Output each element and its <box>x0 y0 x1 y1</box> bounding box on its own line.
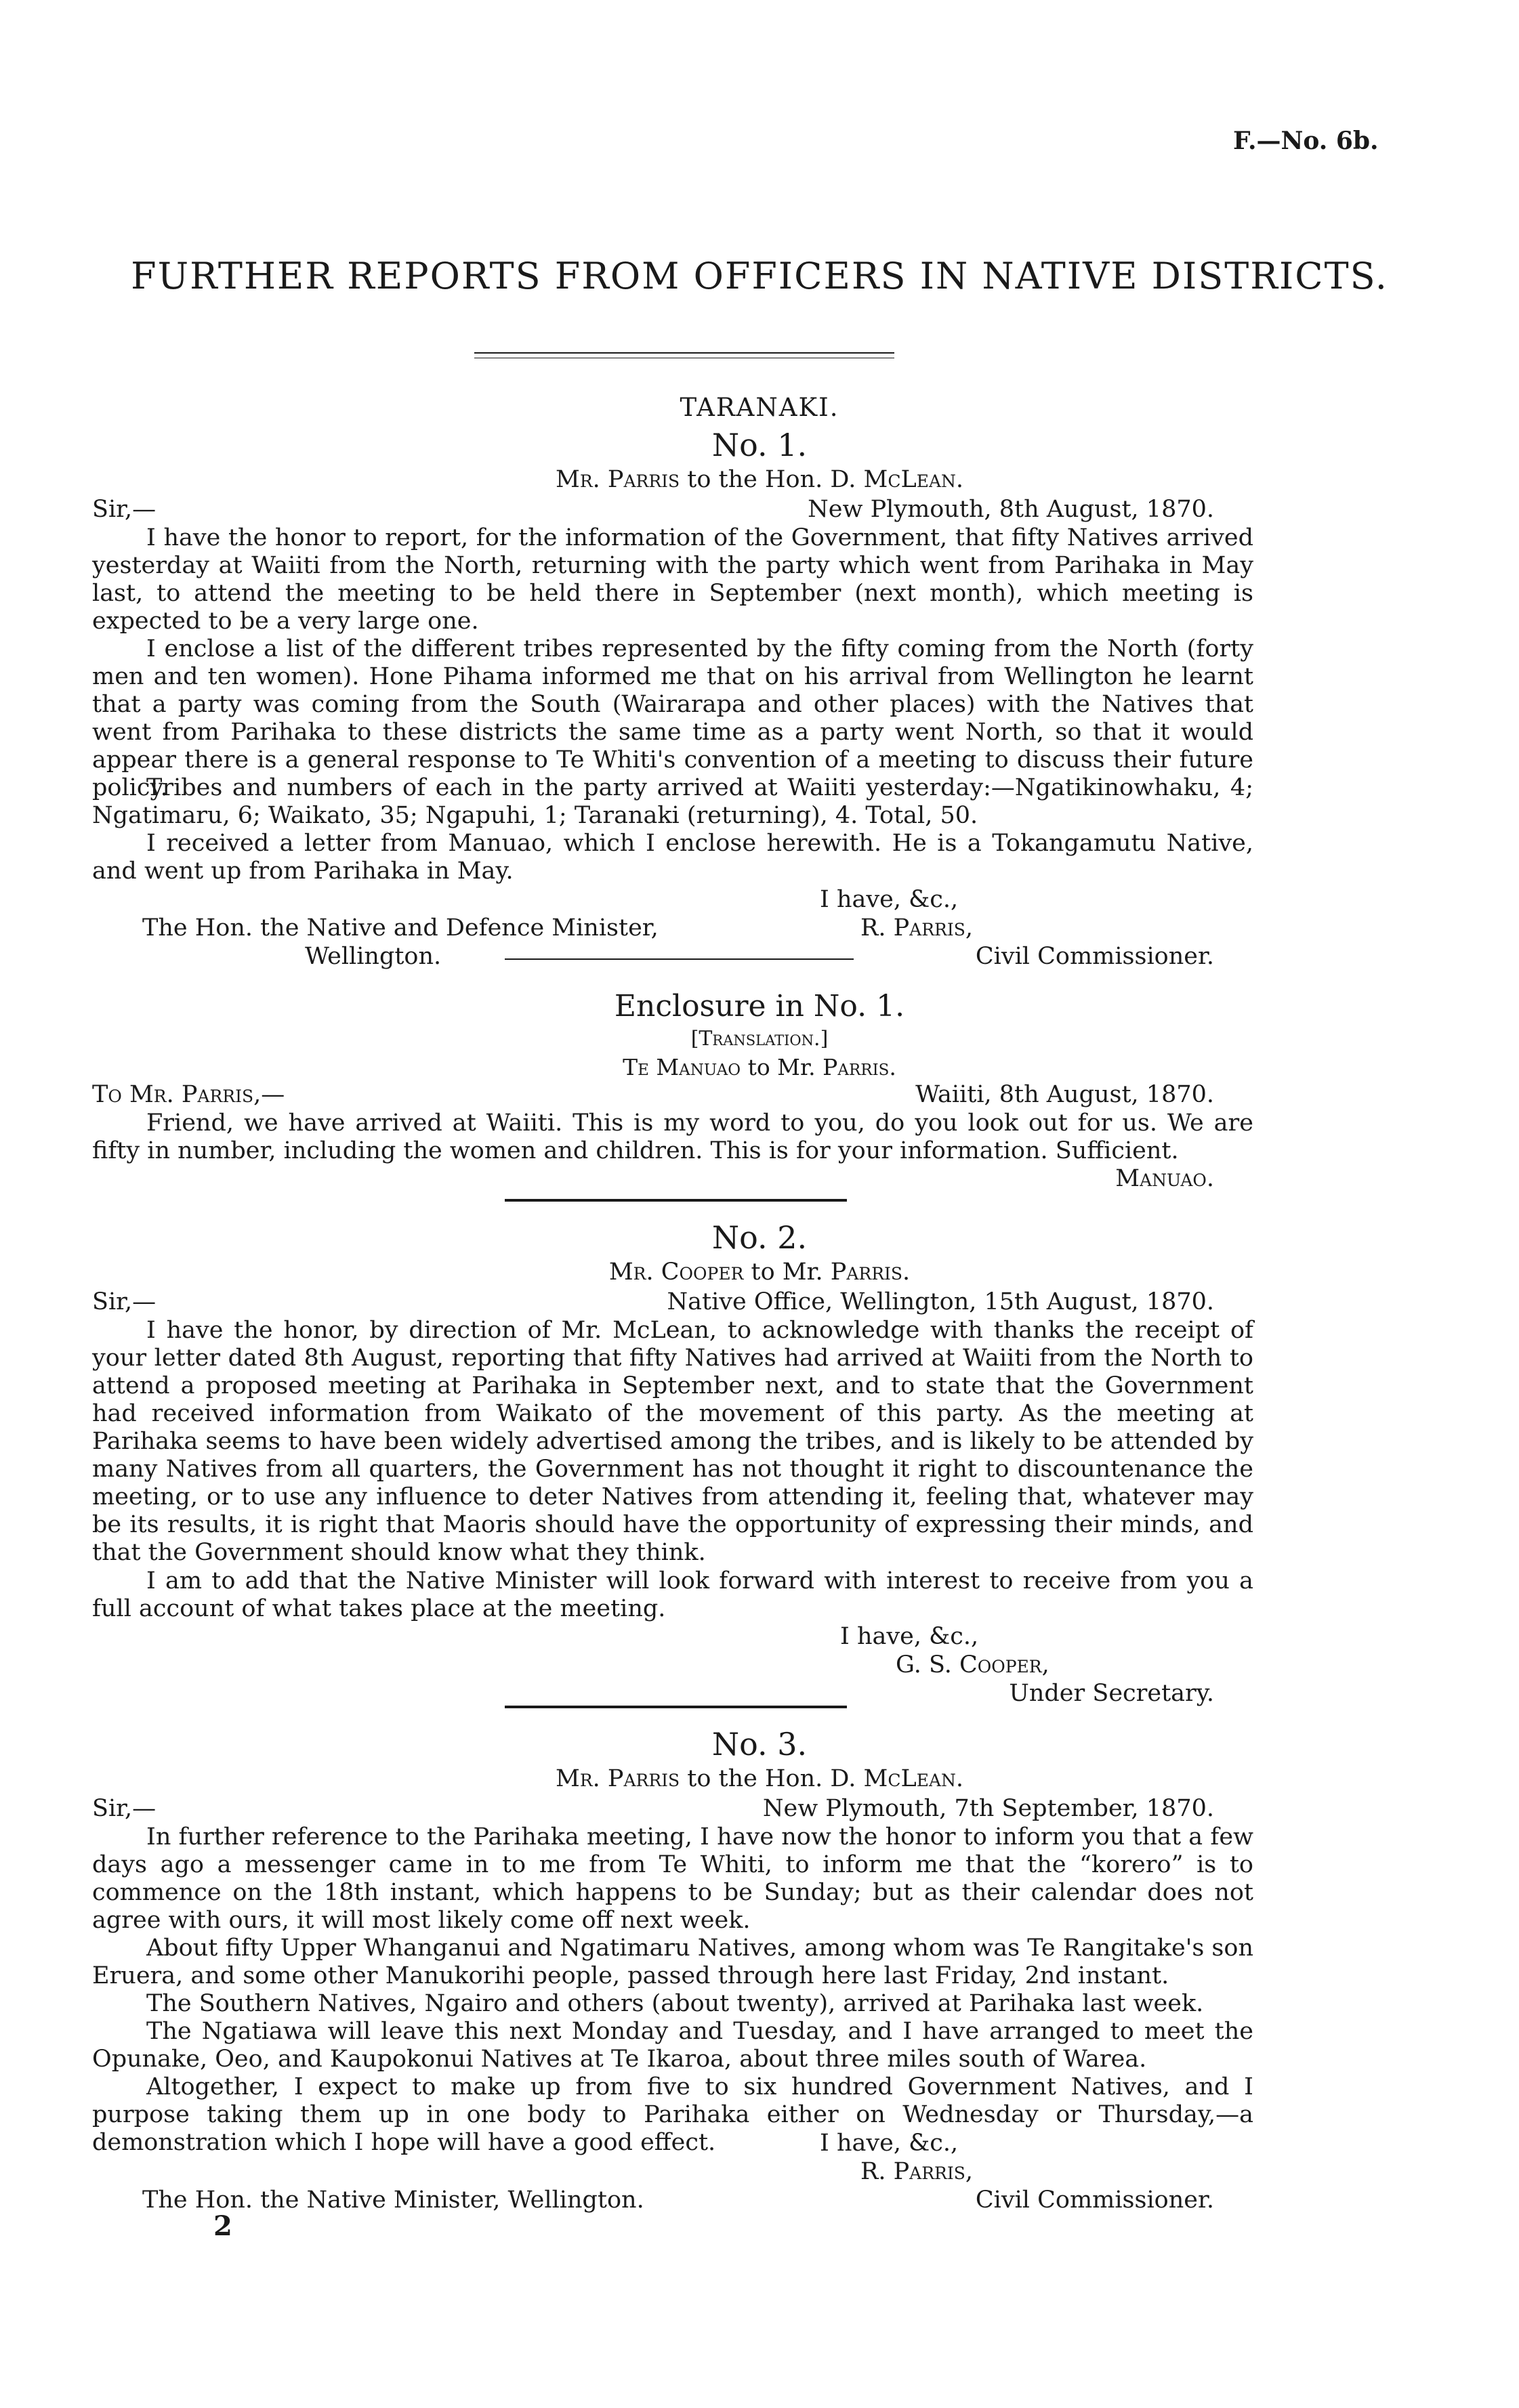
enclosure-connector: to Mr. <box>747 1054 816 1080</box>
letter-1-salutation: Sir,— <box>92 496 157 523</box>
letter-2-closing: I have, &c., <box>840 1623 979 1650</box>
enclosure-salutation: To Mr. Parris,— <box>92 1081 285 1108</box>
letter-1-heading <box>0 466 1519 493</box>
enclosure-from: Te Manuao <box>623 1054 741 1080</box>
letter-3-paragraph-1: In further reference to the Parihaka meeting, I have now the honor to inform you that a few days ago a messenger came in to me from Te Whiti, to inform me that the “korero” is to commence on the 18th instant, which happens to be Sunday; but as their calendar does not agree with ours, it will most likely come off next week. <box>92 1823 1253 1934</box>
letter-3-paragraph-3: The Southern Natives, Ngairo and others (about twenty), arrived at Parihaka last week. <box>146 1990 1204 2017</box>
letter-2-paragraph-2: I am to add that the Native Minister will look forward with interest to receive from you a full account of what takes place at the meeting. <box>92 1567 1253 1622</box>
letter-2-heading <box>0 1259 1519 1286</box>
district-heading: TARANAKI. <box>680 393 839 422</box>
enclosure-to: Parris. <box>823 1054 896 1080</box>
letter-3-paragraph-4: The Ngatiawa will leave this next Monday and Tuesday, and I have arranged to meet the Opunake, Oeo, and Kaupokonui Natives at Te Ikaroa, about three miles south of Warea. <box>92 2018 1253 2073</box>
letter-3-paragraph-2: About fifty Upper Whanganui and Ngatimaru Natives, among whom was Te Rangitake's son Eruera, and some other Manukorihi people, passed through here last Friday, 2nd instant. <box>92 1935 1253 1989</box>
document-reference: F.—No. 6b. <box>1233 127 1379 155</box>
letter-1-divider <box>505 958 854 960</box>
letter-3-signatory: R. Parris, <box>860 2158 973 2185</box>
enclosure-place-date: Waiiti, 8th August, 1870. <box>915 1081 1214 1108</box>
letter-1-paragraph-1: I have the honor to report, for the information of the Government, that fifty Natives arrived yesterday at Waiiti from the North, returning with the party which went from Parihaka in May last, to attend the meeting to be held there in September (next month), which meeting is expected to be a very large one. <box>92 524 1253 635</box>
letter-2-signatory-title: Under Secretary. <box>1009 1680 1214 1707</box>
letter-2-signatory: G. S. Cooper, <box>896 1651 1049 1678</box>
letter-2-to: Parris. <box>830 1259 911 1286</box>
letter-3-place-date: New Plymouth, 7th September, 1870. <box>762 1795 1214 1822</box>
title-divider <box>474 352 894 354</box>
letter-2-paragraph-1: I have the honor, by direction of Mr. McLean, to acknowledge with thanks the receipt of your letter dated 8th August, reporting that fifty Natives had arrived at Waiiti from the North to attend a proposed meeting at Parihaka in September next, and to state that the Government had received information from Waikato of the movement of this party. As the meeting at Parihaka seems to have been widely advertised among the tribes, and is likely to be attended by many Natives from all quarters, the Government has not thought it right to discountenance the meeting, or to use any influence to deter Natives from attending it, feeling that, whatever may be its results, it is right that Maoris should have the opportunity of expressing their minds, and that the Government should know what they think. <box>92 1317 1253 1566</box>
letter-3-from: Mr. Parris <box>555 1765 680 1792</box>
letter-2-from: Mr. Cooper <box>608 1259 744 1286</box>
enclosure-heading: Enclosure in No. 1. <box>614 989 905 1023</box>
enclosure-signatory: Manuao. <box>1115 1165 1214 1192</box>
letter-3-paragraph-5: Altogether, I expect to make up from five to six hundred Government Natives, and I purpose taking them up in one body to Parihaka either on Wednesday or Thursday,—a demonstration which I hope will have a good effect. <box>92 2073 1253 2156</box>
letter-3-number: No. 3. <box>711 1726 808 1762</box>
enclosure-sender-heading <box>0 1054 1519 1080</box>
letter-2-salutation: Sir,— <box>92 1288 157 1315</box>
letter-1-number: No. 1. <box>711 427 808 463</box>
letter-3-addressee: The Hon. the Native Minister, Wellington. <box>142 2187 644 2214</box>
letter-2-place-date: Native Office, Wellington, 15th August, 1870. <box>667 1288 1214 1315</box>
letter-1-signatory-title: Civil Commissioner. <box>975 943 1214 970</box>
letter-2-divider <box>505 1706 847 1708</box>
letter-3-connector: to the Hon. D. <box>687 1765 856 1792</box>
letter-1-to: McLean. <box>863 466 963 493</box>
letter-1-paragraph-4: I received a letter from Manuao, which I enclose herewith. He is a Tokangamutu Native, and went up from Parihaka in May. <box>92 830 1253 885</box>
enclosure-divider <box>505 1199 847 1202</box>
enclosure-paragraph: Friend, we have arrived at Waiiti. This is my word to you, do you look out for us. We are fifty in number, including the women and children. This is for your information. Sufficient. <box>92 1110 1253 1164</box>
letter-1-paragraph-3: Tribes and numbers of each in the party arrived at Waiiti yesterday:—Ngatikinowhaku, 4; Ngatimaru, 6; Waikato, 35; Ngapuhi, 1; Taranaki (returning), 4. Total, 50. <box>92 774 1253 829</box>
page-title: FURTHER REPORTS FROM OFFICERS IN NATIVE DISTRICTS. <box>131 255 1388 297</box>
page-number: 2 <box>213 2210 232 2242</box>
letter-3-to: McLean. <box>863 1765 963 1792</box>
letter-1-paragraph-2: I enclose a list of the different tribes represented by the fifty coming from the North (forty men and ten women). Hone Pihama informed me that on his arrival from Wellington he learnt that a party was coming from the South (Wairarapa and other places) with the Natives that went from Parihaka to these districts the same time as a party went North, so that it would appear there is a general response to Te Whiti's convention of a meeting to discuss their future policy. <box>92 635 1253 801</box>
letter-1-connector: to the Hon. D. <box>687 466 856 493</box>
letter-1-place-date: New Plymouth, 8th August, 1870. <box>808 496 1214 523</box>
letter-1-addressee-2: Wellington. <box>305 943 442 970</box>
letter-3-salutation: Sir,— <box>92 1795 157 1822</box>
letter-1-addressee-1: The Hon. the Native and Defence Minister, <box>142 914 659 942</box>
enclosure-translation-note: [Translation.] <box>690 1027 829 1051</box>
letter-3-closing: I have, &c., <box>820 2130 959 2157</box>
letter-3-signatory-title: Civil Commissioner. <box>975 2187 1214 2214</box>
letter-1-signatory: R. Parris, <box>860 914 973 942</box>
letter-2-connector: to Mr. <box>751 1259 823 1286</box>
letter-1-from: Mr. Parris <box>555 466 680 493</box>
letter-2-number: No. 2. <box>711 1219 808 1256</box>
letter-3-heading <box>0 1765 1519 1792</box>
letter-1-closing: I have, &c., <box>820 886 959 913</box>
